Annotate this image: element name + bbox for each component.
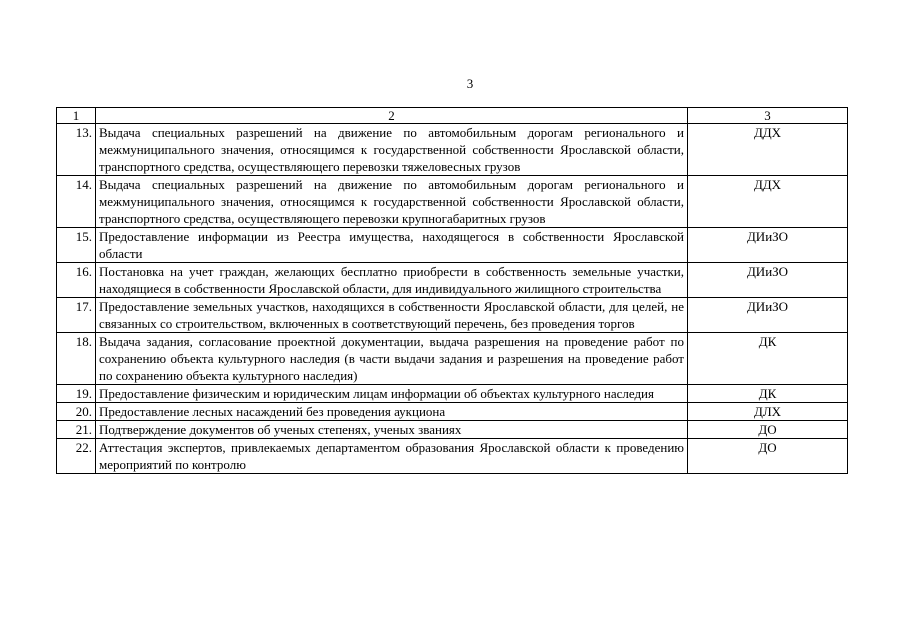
row-department-code: ДК — [688, 333, 848, 385]
table-row — [57, 421, 848, 439]
table-row — [57, 385, 848, 403]
row-number: 15. — [57, 228, 96, 263]
row-description: Предоставление информации из Реестра имущества, находящегося в собственности Ярославской области — [96, 228, 688, 263]
row-description: Выдача специальных разрешений на движение по автомобильным дорогам регионального и межмуниципального значения, относящимся к государственной собственности Ярославской области, транспортного средства, осуществляющего перевозки тяжеловесных грузов — [96, 124, 688, 176]
page-number: 3 — [466, 76, 474, 91]
table-row — [57, 263, 848, 298]
header-col-3: 3 — [688, 108, 848, 124]
row-department-code: ДИиЗО — [688, 263, 848, 298]
row-number: 21. — [57, 421, 96, 439]
table-header-row — [57, 108, 848, 124]
services-table — [56, 107, 848, 474]
row-department-code: ДО — [688, 421, 848, 439]
row-number: 17. — [57, 298, 96, 333]
row-number: 19. — [57, 385, 96, 403]
row-description: Предоставление земельных участков, находящихся в собственности Ярославской области, для целей, не связанных со строительством, включенных в соответствующий перечень, без проведения торгов — [96, 298, 688, 333]
header-col-2: 2 — [96, 108, 688, 124]
row-description: Подтверждение документов об ученых степенях, ученых званиях — [96, 421, 688, 439]
row-department-code: ДО — [688, 439, 848, 474]
row-description: Предоставление физическим и юридическим лицам информации об объектах культурного наследия — [96, 385, 688, 403]
row-department-code: ДИиЗО — [688, 228, 848, 263]
table-row — [57, 228, 848, 263]
table-row — [57, 298, 848, 333]
row-number: 14. — [57, 176, 96, 228]
row-department-code: ДДХ — [688, 176, 848, 228]
row-department-code: ДДХ — [688, 124, 848, 176]
table-row — [57, 176, 848, 228]
row-number: 20. — [57, 403, 96, 421]
row-description: Аттестация экспертов, привлекаемых департаментом образования Ярославской области к проведению мероприятий по контролю — [96, 439, 688, 474]
row-number: 18. — [57, 333, 96, 385]
row-description: Выдача задания, согласование проектной документации, выдача разрешения на проведение работ по сохранению объекта культурного наследия (в части выдачи задания и разрешения на проведение работ по сохранению объекта культурного наследия) — [96, 333, 688, 385]
row-description: Предоставление лесных насаждений без проведения аукциона — [96, 403, 688, 421]
row-department-code: ДЛХ — [688, 403, 848, 421]
row-number: 22. — [57, 439, 96, 474]
header-col-1: 1 — [57, 108, 96, 124]
row-department-code: ДИиЗО — [688, 298, 848, 333]
table-row — [57, 403, 848, 421]
row-description: Выдача специальных разрешений на движение по автомобильным дорогам регионального и межмуниципального значения, относящимся к государственной собственности Ярославской области, транспортного средства, осуществляющего перевозки крупногабаритных грузов — [96, 176, 688, 228]
row-department-code: ДК — [688, 385, 848, 403]
row-number: 16. — [57, 263, 96, 298]
table-row — [57, 439, 848, 474]
table-row — [57, 124, 848, 176]
row-number: 13. — [57, 124, 96, 176]
row-description: Постановка на учет граждан, желающих бесплатно приобрести в собственность земельные участки, находящиеся в собственности Ярославской области, для индивидуального жилищного строительства — [96, 263, 688, 298]
table-row — [57, 333, 848, 385]
